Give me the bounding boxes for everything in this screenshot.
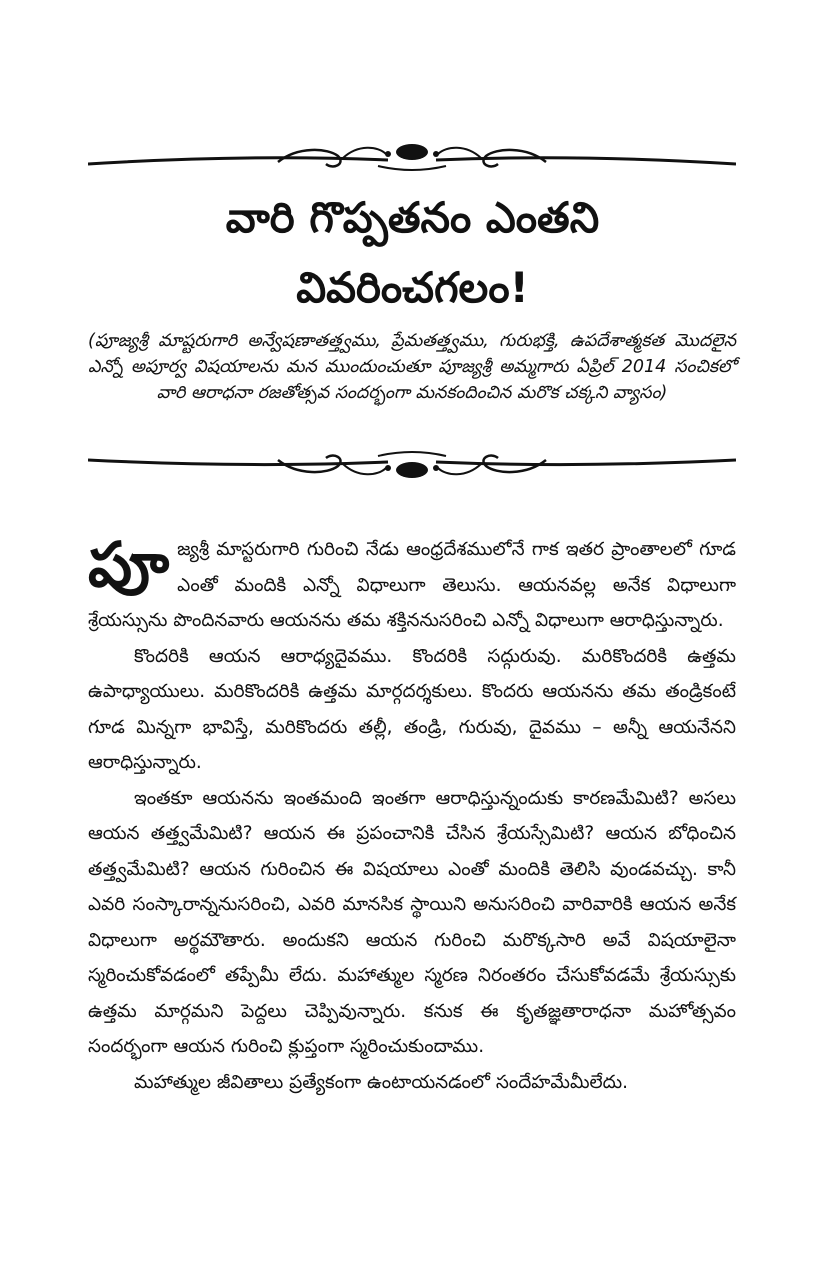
article-title-line-2: వివరించగలం!	[296, 263, 529, 312]
paragraph-3: ఇంతకూ ఆయనను ఇంతమంది ఇంతగా ఆరాధిస్తున్నందుకు కారణమేమిటి? అసలు ఆయన తత్త్వమేమిటి? ఆయన ఈ ప్రపంచానికి చేసిన శ్రేయస్సేమిటి? ఆయన బోధించిన తత్త్వమేమిటి? ఆయన గురించిన ఈ విషయాలు ఎంతో మందికి తెలిసి వుండవచ్చు. కానీ ఎవరి సంస్కారాన్ననుసరించి, ఎవరి మానసిక స్థాయిని అనుసరించి వారివారికి ఆయన అనేక విధాలుగా అర్థమౌతారు. అందుకని ఆయన గురించి మరొక్కసారి అవే విషయాలైనా స్మరించుకోవడంలో తప్పేమీ లేదు. మహాత్ముల స్మరణ నిరంతరం చేసుకోవడమే శ్రేయస్సుకు ఉత్తమ మార్గమని పెద్దలు చెప్పివున్నారు. కనుక ఈ కృతజ్ఞతారాధనా మహోత్సవం సందర్భంగా ఆయన గురించి క్లుప్తంగా స్మరించుకుందాము.	[88, 787, 736, 1057]
article-subtitle: (పూజ్యశ్రీ మాష్టరుగారి అన్వేషణాతత్త్వము, ప్రేమతత్త్వము, గురుభక్తి, ఉపదేశాత్మకత మొదలైన ఎన్నో అపూర్వ విషయాలను మన ముందుంచుతూ పూజ్యశ్రీ అమ్మగారు ఏప్రిల్ 2014 సంచికలో వారి ఆరాధనా రజతోత్సవ సందర్భంగా మనకందించిన మరొక చక్కని వ్యాసం)	[88, 331, 736, 403]
drop-cap: పూ	[88, 528, 170, 601]
paragraph-1-text: జ్యశ్రీ మాస్టరుగారి గురించి నేడు ఆంధ్రదేశములోనే గాక ఇతర ప్రాంతాలలో గూడ ఎంతో మందికి ఎన్నో విధాలుగా తెలుసు. ఆయనవల్ల అనేక విధాలుగా శ్రేయస్సును పొందినవారు ఆయనను తమ శక్తిననుసరించి ఎన్నో విధాలుగా ఆరాధిస్తున్నారు.	[88, 539, 736, 631]
ornamental-divider-top	[88, 136, 736, 176]
article-title-line-1: వారి గొప్పతనం ఎంతని	[225, 193, 600, 242]
paragraph-2: కొందరికి ఆయన ఆరాధ్యదైవము. కొందరికి సద్గురువు. మరికొందరికి ఉత్తమ ఉపాధ్యాయులు. మరికొందరికి ఉత్తమ మార్గదర్శకులు. కొందరు ఆయనను తమ తండ్రికంటే గూడ మిన్నగా భావిస్తే, మరికొందరు తల్లీ, తండ్రి, గురువు, దైవము – అన్నీ ఆయనేనని ఆరాధిస్తున్నారు.	[88, 645, 736, 773]
paragraph-4: మహాత్ముల జీవితాలు ప్రత్యేకంగా ఉంటాయనడంలో సందేహమేమీలేదు.	[134, 1071, 628, 1093]
ornamental-divider-bottom	[88, 446, 736, 486]
article-body	[88, 528, 736, 1100]
paragraph-1	[88, 528, 736, 639]
